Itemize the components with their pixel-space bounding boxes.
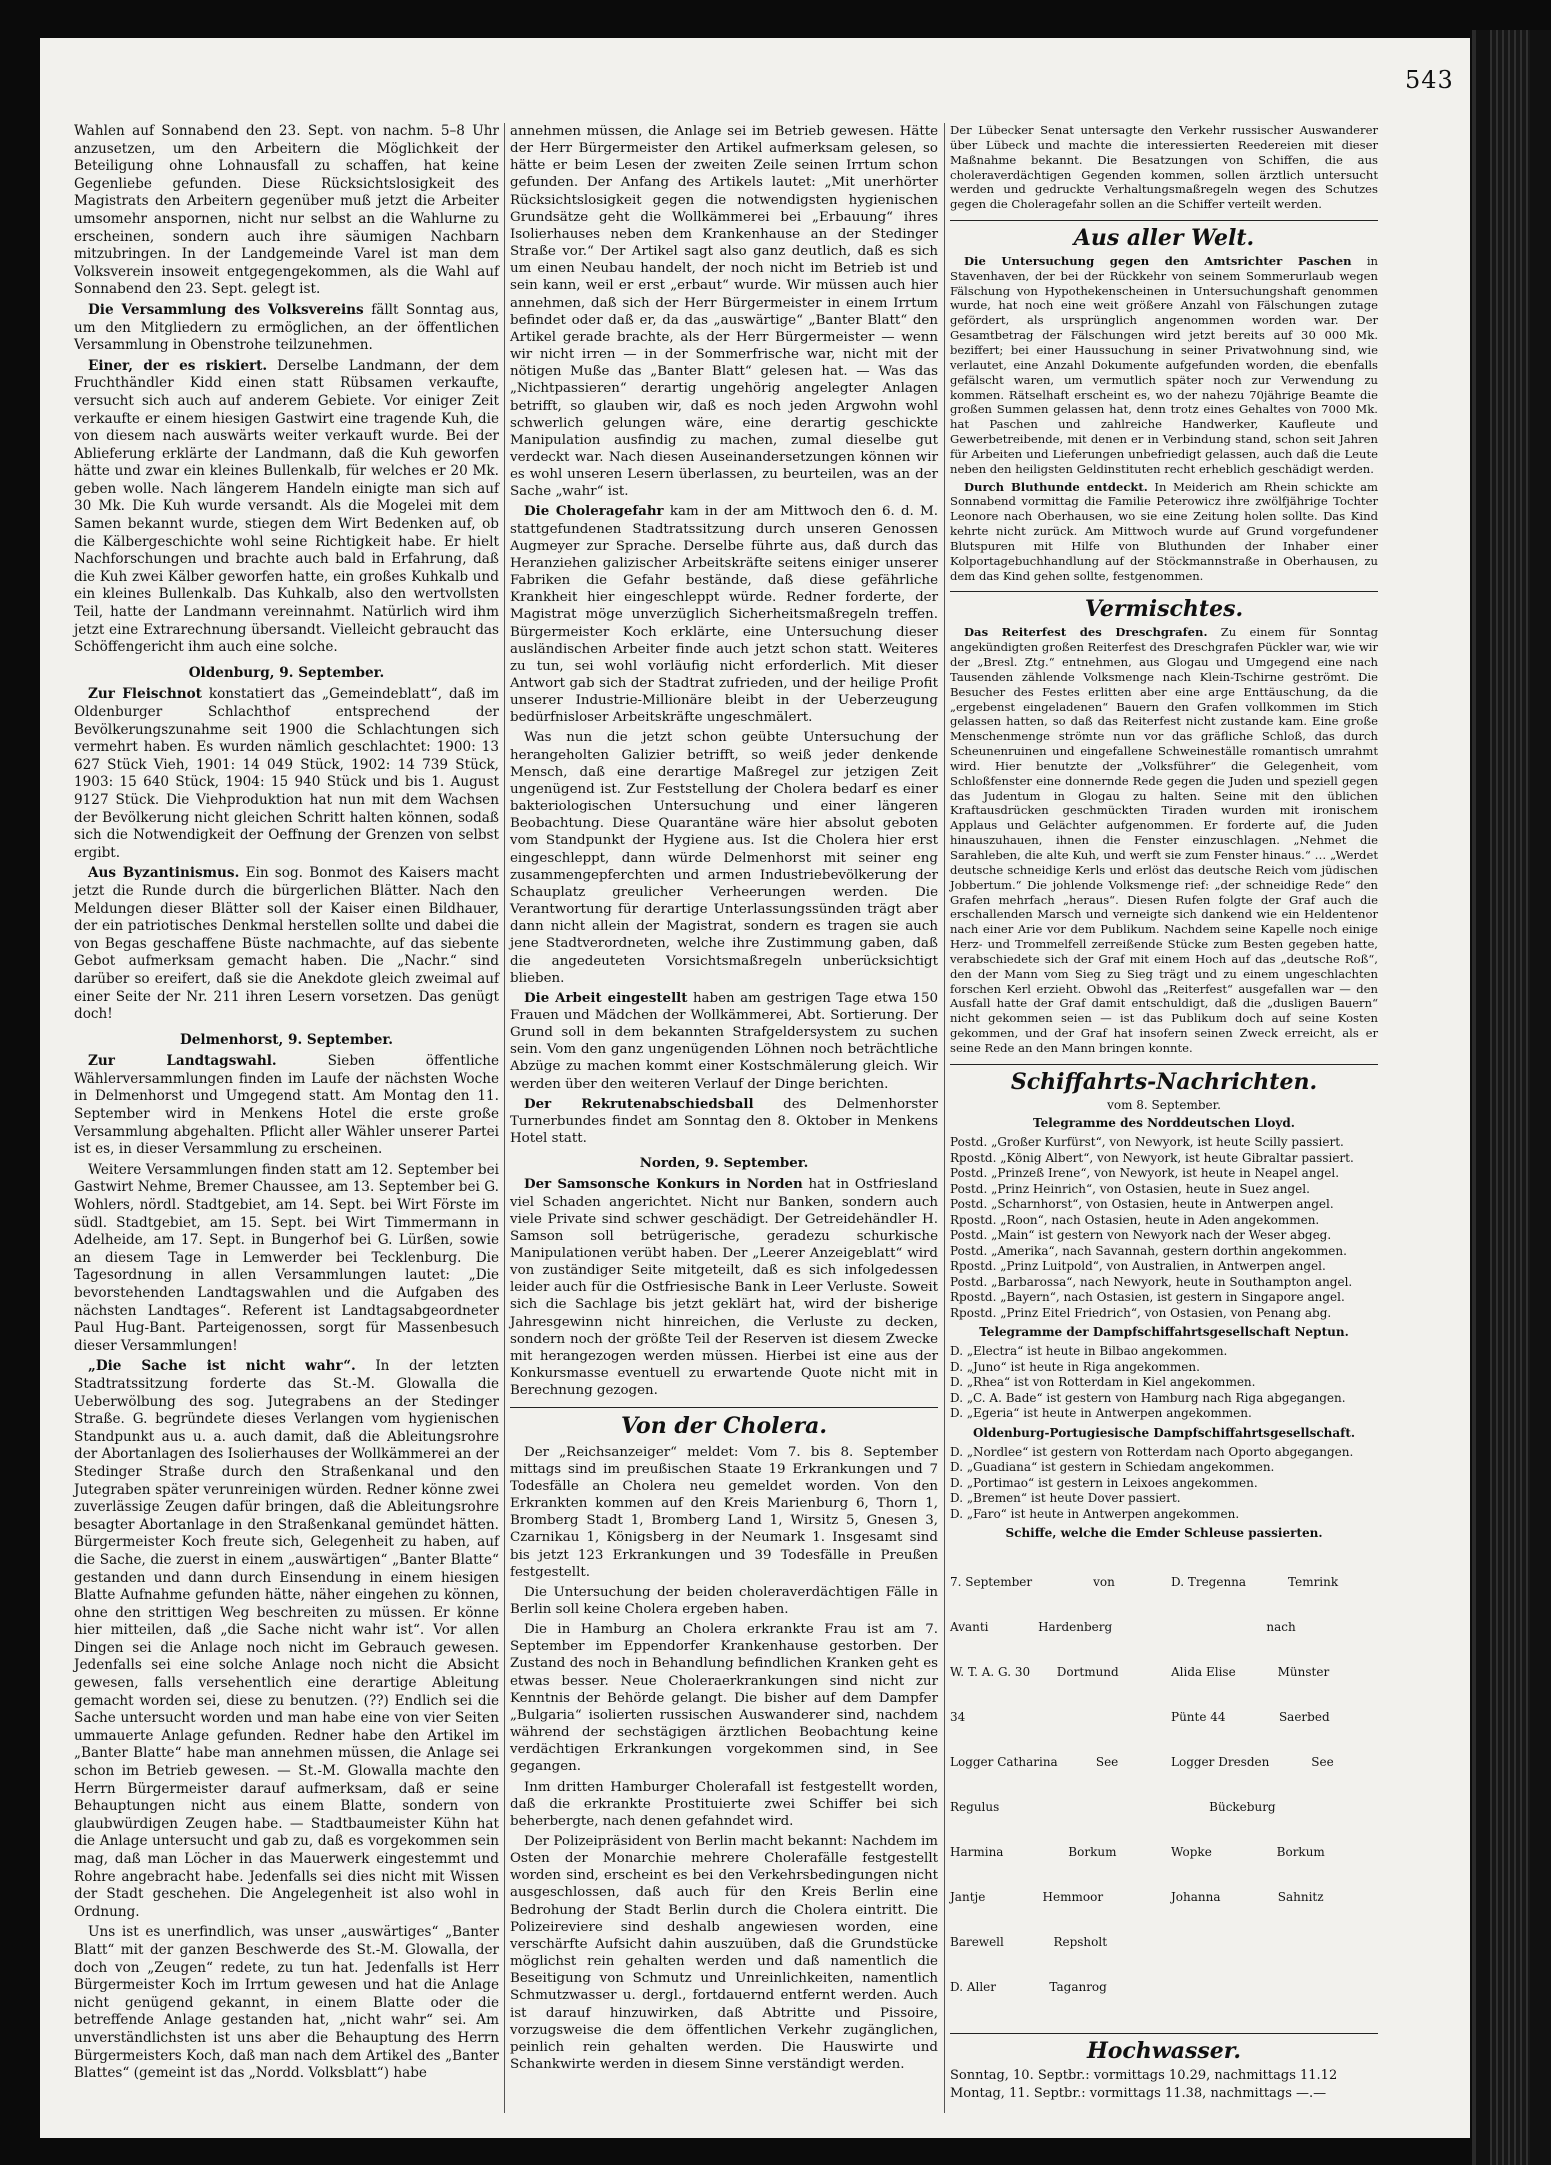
article-paragraph: [510, 503, 938, 726]
list-item: Rpostd. „König Albert“, von Newyork, ist heute Gibraltar passiert.: [950, 1150, 1354, 1165]
article-paragraph: [74, 686, 499, 862]
column-2: [510, 123, 938, 2076]
table-row: Logger Dresden See: [1171, 1754, 1334, 1769]
article-text: konstatiert das „Gemeindeblatt“, daß im Oldenburger Schlachthof entsprechend der Bevölkerungszunahme seit 1900 die Schlachtungen sich vermehrt haben. Es wurden nämlich geschlachtet: 1900: 13 627 Stück Vieh, 1901: 14 049 Stück, 1902: 14 739 Stück, 1903: 15 640 Stück, 1904: 15 940 Stück und bis 1. August 9127 Stück. Die Viehproduktion hat nun mit dem Wachsen der Bevölkerung nicht gleichen Schritt halten können, sodaß sich die Notwendigkeit der Oeffnung der Grenzen von selbst ergibt.: [74, 686, 499, 861]
list-item: Postd. „Prinzeß Irene“, von Newyork, ist heute in Neapel angel.: [950, 1166, 1340, 1181]
telegram-heading: Telegramme der Dampfschiffahrtsgesellschaft Neptun.: [979, 1325, 1349, 1340]
article-text: In der letzten Stadtratssitzung forderte das St.-M. Glowalla die Ueberwölbung des sog. Jutegrabens an der Stedinger Straße. G. begründete dieses Verlangen vom hygienischen Standpunkt aus u. a. auch damit, daß die Ableitungsrohre der Abortanlagen des Isolierhauses der Wollkämmerei an der Stedinger Straße durch den Straßenkanal und den Jutegraben später verunreinigen würden. Redner könne zwei zuverlässige Zeugen dafür bringen, daß die Ableitungsrohre besagter Abortanlage in den Straßenkanal gemündet hätten. Bürgermeister Koch freute sich, Gelegenheit zu haben, auf die Sache, die zuerst in einem „auswärtigen“ „Banter Blatte“ gestanden und dann durch Einsendung in einem hiesigen Blatte Aufnahme gefunden hätte, näher eingehen zu können, ohne den strittigen Weg beschreiten zu müssen. Er könne hier mitteilen, daß „die Sache nicht wahr ist“. Vor allen Dingen sei die Anlage noch nicht im Gebrauch gewesen. Jedenfalls sei eine solche Anlage noch nicht die Absicht gewesen, falls versehentlich eine derartige Ableitung gemacht worden sei, diese zu benutzen. (??) Endlich sei die Sache untersucht worden und man habe eine von vier Seiten ummauerte Anlage gefunden. Redner habe den Artikel im „Banter Blatte“ habe man annehmen müssen, die Anlage sei schon im Betrieb gewesen. — St.-M. Glowalla machte den Herrn Bürgermeister darauf aufmerksam, daß er seine Behauptungen nicht aus einem Blatte, sondern von glaubwürdigen Zeugen habe. — Stadtbaumeister Kühn hat die Anlage untersucht und gab zu, daß es vorgekommen sein mag, daß man Löcher in das Mauerwerk eingestemmt und Rohre angebracht habe. Jedenfalls sei dies nicht mit Wissen der Stadt geschehen. Die Angelegenheit ist also wohl in Ordnung.: [74, 1358, 500, 1920]
column-3: [950, 123, 1378, 2103]
article-paragraph: [74, 1053, 499, 1159]
article-text: in Stavenhaven, der bei der Rückkehr von seinem Sommerurlaub wegen Fälschung von Hypothekenscheinen in Untersuchungshaft genommen wurde, hat noch eine weit größere Anzahl von Fälschungen zutage gefördert, als ursprünglich angenommen worden war. Der Gesamtbetrag der Fälschungen wird jetzt bereits auf 30 000 Mk. beziffert; bei einer Haussuchung in seiner Privatwohnung sind, wie verlautet, eine Anzahl Dokumente aufgefunden worden, die ebenfalls gefälscht waren, um vermutlich später noch zur Verwendung zu kommen. Rätselhaft erscheint es, wo der nahezu 70jährige Beamte die großen Summen gelassen hat, denn trotz eines Gehaltes von 7000 Mk. hat Paschen und zahlreiche Handwerker, Kaufleute und Gewerbetreibende, mit denen er in Verbindung stand, schon seit Jahren für Arbeiten und Lieferungen unbefriedigt gelassen, auch daß die Leute neben den heiligsten Geldinstituten recht erheblich geschädigt werden.: [950, 253, 1378, 476]
article-text: Inm dritten Hamburger Cholerafall ist festgestellt worden, daß die erkrankte Prostituierte zwei Schiffer bei sich beherbergte, nach denen gefahndet wird.: [510, 1779, 938, 1829]
article-text: Der Lübecker Senat untersagte den Verkehr russischer Auswanderer über Lübeck und machte die interessierten Reedereien mit dieser Maßnahme bekannt. Die Besatzungen von Schiffen, die aus choleraverdächtigen Gegenden kommen, sollen ärztlich untersucht werden und gedruckte Verhaltungsmaßregeln wegen des Schutzes gegen die Choleragefahr sollen an die Schiffer verteilt werden.: [950, 123, 1378, 212]
section-rule: [950, 591, 1378, 592]
article-text: Sieben öffentliche Wählerversammlungen finden im Laufe der nächsten Woche in Delmenhorst und Umgegend statt. Am Montag den 11. September wird in Menkens Hotel die erste große Versammlung abgehalten. Pflicht aller Wähler unserer Partei ist es, in dieser Versammlung zu erscheinen.: [74, 1053, 499, 1158]
list-item: Rpostd. „Roon“, nach Ostasien, heute in Aden angekommen.: [950, 1212, 1320, 1227]
telegram-list-neptun: [950, 1344, 1378, 1422]
article-text: Wahlen auf Sonnabend den 23. Sept. von nachm. 5–8 Uhr anzusetzen, um den Arbeitern die Möglichkeit der Beteiligung ohne Lohnausfall zu schaffen, hat keine Gegenliebe gefunden. Diese Rücksichtslosigkeit des Magistrats den Arbeitern gegenüber muß jetzt die Arbeiter umsomehr anspornen, nicht nur selbst an die Wahlurne zu erscheinen, sondern auch ihre säumigen Nachbarn mitzubringen. In der Landgemeinde Varel ist man dem Volksverein insoweit entgegengekommen, als die Wahl auf Sonnabend den 23. Sept. gelegt ist.: [74, 123, 499, 298]
list-item: D. „Egeria“ ist heute in Antwerpen angekommen.: [950, 1406, 1252, 1421]
list-item: Rpostd. „Prinz Eitel Friedrich“, von Ostasien, von Penang abg.: [950, 1305, 1332, 1320]
list-item: D. „Portimao“ ist gestern in Leixoes angekommen.: [950, 1475, 1258, 1490]
article-heading: Aus Byzantinismus.: [88, 865, 240, 882]
article-paragraph: [510, 1176, 938, 1399]
list-item: D. „Guadiana“ ist gestern in Schiedam angekommen.: [950, 1460, 1275, 1474]
article-text: Weitere Versammlungen finden statt am 12. September bei Gastwirt Nehme, Bremer Chaussee, am 13. September bei G. Wohlers, nördl. Stadtgebiet, am 14. Sept. bei Wirt Förste im südl. Stadtgebiet, am 15. Sept. bei Wirt Timmermann in Adelheide, am 17. Sept. in Bungerhof bei G. Lürßen, sowie an diesem Tage in Lemwerder bei Tecklenburg. Die Tagesordnung in allen Versammlungen lautet: „Die bevorstehenden Landtagswahlen und die Aufgaben des nächsten Landtages“. Referent ist Landtagsabgeordneter Paul Hug-Bant. Parteigenossen, sorgt für Massenbesuch dieser Versammlungen!: [74, 1161, 499, 1354]
table-row: Barewell Repsholt: [950, 1934, 1108, 1949]
article-text: haben am gestrigen Tage etwa 150 Frauen und Mädchen der Wollkämmerei, Abt. Sortierung. Der Grund soll in dem bekannten Strafgeldersystem zu suchen sein. Vom den ganz ungenügenden Löhnen noch beträchtliche Abzüge zu machen kommt einer Kostschmälerung gleich. Wir werden über den weiteren Verlauf der Dinge berichten.: [510, 990, 939, 1092]
article-text: des Delmenhorster Turnerbundes findet am Sonntag den 8. Oktober in Menkens Hotel statt.: [510, 1096, 938, 1147]
table-column-left: [950, 1545, 1157, 2025]
section-rule: [950, 1064, 1378, 1065]
shipping-date: vom 8. September.: [1107, 1097, 1221, 1112]
article-heading: Einer, der es riskiert.: [88, 357, 268, 374]
article-text: Die Untersuchung der beiden choleraverdächtigen Fälle in Berlin soll keine Cholera ergeben haben.: [510, 1584, 938, 1617]
telegram-list-oldenburg: [950, 1445, 1378, 1523]
emden-lock-table: [950, 1545, 1378, 2025]
article-text: Der „Reichsanzeiger“ meldet: Vom 7. bis 8. September mittags sind im preußischen Staate 19 Erkrankungen und 7 Todesfälle an Cholera neu gemeldet worden. Von den Erkrankten kommen auf den Kreis Marienburg 6, Thorn 1, Bromberg Stadt 1, Bromberg Land 1, Wirsitz 5, Gnesen 3, Czarnikau 1, Königsberg in der Neumark 1. Insgesamt sind bis jetzt 123 Erkrankungen und 39 Todesfälle in Preußen festgestellt.: [510, 1444, 938, 1580]
column-divider: [944, 123, 945, 2113]
article-paragraph: [510, 990, 938, 1093]
tide-row: Sonntag, 10. Septbr.: vormittags 10.29, nachmittags 11.12: [950, 2067, 1338, 2083]
table-row: Harmina Borkum: [950, 1844, 1117, 1859]
article-text: Derselbe Landmann, der dem Fruchthändler Kidd einen statt Rübsamen verkaufte, versucht sich auch auf anderem Gebiete. Vor einiger Zeit verkaufte er einem hiesigen Gastwirt eine tragende Kuh, die von diesem nach auswärts weiter verkauft wurde. Bei der Ablieferung erklärte der Landmann, daß die Kuh geworfen hätte und zwar ein kleines Bullenkalb, für welches er 20 Mk. geben wolle. Nach längerem Handeln einigte man sich auf 30 Mk. Die Kuh wurde versandt. Als die Mogelei mit dem Samen bekannt wurde, stiegen dem Wirt Bedenken auf, ob die Kälbergeschichte wohl seine Richtigkeit habe. Er hielt Nachforschungen und brachte auch bald in Erfahrung, daß die Kuh zwei Kälber geworfen hatte, ein großes Kuhkalb und ein kleines Bullenkalb. Das Kuhkalb, also den wertvollsten Teil, hatte der Landmann vereinnahmt. Natürlich wird ihm jetzt eine Extrarechnung übersandt. Vielleicht gebraucht das Schöffengericht ihm auch eine solche.: [74, 357, 499, 656]
table-row: Avanti Hardenberg: [950, 1619, 1113, 1634]
article-text: Der Polizeipräsident von Berlin macht bekannt: Nachdem im Osten der Monarchie mehrere Cholerafälle festgestellt worden sind, erscheint es bei den Verkehrsbedingungen nicht ausgeschlossen, daß auch für den Kreis Berlin eine Bedrohung der Stadt Berlin durch die Cholera eintritt. Die Polizeireviere sind deshalb angewiesen worden, eine verschärfte Aufsicht dahin auszuüben, daß die Grundstücke möglichst rein gehalten werden und daß namentlich die Beseitigung von Schmutz und Unreinlichkeiten, namentlich Schmutzwasser u. dergl., fortdauernd entfernt werden. Auch ist darauf hinzuwirken, daß Abtritte und Pissoire, vorzugsweise die dem öffentlichen Verkehr zugänglichen, peinlich rein gehalten werden. Die Hauswirte und Schankwirte werden in diesem Sinne verständigt werden.: [510, 1834, 938, 2073]
table-column-right: [1171, 1545, 1378, 2025]
section-rule: [950, 2033, 1378, 2034]
article-heading: Die Versammlung des Volksvereins: [88, 301, 364, 318]
table-row: Alida Elise Münster: [1171, 1664, 1330, 1679]
table-row: W. T. A. G. 30 Dortmund: [950, 1664, 1119, 1679]
article-paragraph: [950, 480, 1378, 584]
list-item: D. „C. A. Bade“ ist gestern von Hamburg nach Riga abgegangen.: [950, 1390, 1346, 1405]
section-title: Von der Cholera.: [620, 1413, 828, 1440]
list-item: D. „Rhea“ ist von Rotterdam in Kiel angekommen.: [950, 1375, 1256, 1390]
list-item: Postd. „Prinz Heinrich“, von Ostasien, heute in Suez angel.: [950, 1181, 1310, 1196]
article-heading: Zur Landtagswahl.: [88, 1053, 277, 1070]
table-row: Logger Catharina See: [950, 1754, 1119, 1769]
article-heading: Das Reiterfest des Dreschgrafen.: [964, 625, 1208, 640]
list-item: D. „Juno“ ist heute in Riga angekommen.: [950, 1359, 1200, 1374]
table-row: 34: [950, 1709, 966, 1724]
section-title: Hochwasser.: [1086, 2037, 1242, 2064]
article-paragraph: [950, 625, 1378, 1055]
table-row: D. Aller Taganrog: [950, 1979, 1107, 1994]
table-row: Regulus: [950, 1799, 1000, 1814]
table-row: Pünte 44 Saerbed: [1171, 1709, 1330, 1724]
section-title: Aus aller Welt.: [1073, 225, 1255, 252]
article-paragraph: [74, 865, 499, 1023]
article-paragraph: [74, 358, 499, 657]
list-item: D. „Electra“ ist heute in Bilbao angekommen.: [950, 1344, 1228, 1359]
article-heading: Die Choleragefahr: [524, 503, 664, 520]
newspaper-page: [40, 38, 1470, 2138]
table-row: 7. September von: [950, 1574, 1115, 1589]
article-paragraph: [510, 1096, 938, 1147]
dateline: Norden, 9. September.: [639, 1155, 809, 1172]
telegram-heading: Schiffe, welche die Emder Schleuse passierten.: [1005, 1526, 1323, 1540]
article-paragraph: [950, 254, 1378, 477]
table-row: Wopke Borkum: [1171, 1844, 1325, 1859]
article-text: Die in Hamburg an Cholera erkrankte Frau ist am 7. September im Eppendorfer Krankenhause gestorben. Der Zustand des noch in Behandlung befindlichen Kranken geht es etwas besser. Neue Choleraerkrankungen sind nicht zur Kenntnis der Behörde gelangt. Die bisher auf dem Dampfer „Bulgaria“ isolierten russischen Auswanderer sind, nachdem während der sechstägigen ärztlichen Beobachtung keine verdächtigen Erkrankungen vorgekommen sind, in See gegangen.: [510, 1622, 938, 1775]
dateline: Oldenburg, 9. September.: [188, 664, 385, 681]
article-paragraph: [74, 302, 499, 355]
table-row: Jantje Hemmoor: [950, 1889, 1104, 1904]
table-row: nach: [1171, 1619, 1296, 1634]
list-item: D. „Bremen“ ist heute Dover passiert.: [950, 1491, 1181, 1505]
list-item: Postd. „Großer Kurfürst“, von Newyork, ist heute Scilly passiert.: [950, 1135, 1344, 1150]
telegram-heading: Telegramme des Norddeutschen Lloyd.: [1033, 1116, 1295, 1131]
dateline: Delmenhorst, 9. September.: [179, 1031, 394, 1048]
article-heading: Die Arbeit eingestellt: [524, 989, 688, 1006]
article-heading: Die Untersuchung gegen den Amtsrichter Paschen: [964, 253, 1352, 268]
page-number: 543: [1405, 66, 1454, 94]
article-text: fällt Sonntag aus, um den Mitgliedern zu ermöglichen, an der öffentlichen Versammlung in Obenstrohe teilzunehmen.: [74, 301, 499, 354]
article-heading: Der Samsonsche Konkurs in Norden: [524, 1176, 803, 1193]
table-row: D. Tregenna Temrink: [1171, 1574, 1339, 1589]
column-divider: [504, 123, 505, 2113]
list-item: Postd. „Barbarossa“, nach Newyork, heute in Southampton angel.: [950, 1274, 1353, 1289]
article-heading: Zur Fleischnot: [88, 686, 202, 703]
article-text: Was nun die jetzt schon geübte Untersuchung der herangeholten Galizier betrifft, so weiß jeder denkende Mensch, daß eine derartige Maßregel zur jetzigen Zeit ungenügend ist. Zur Feststellung der Cholera bedarf es einer bakteriologischen Untersuchung und einer längeren Beobachtung. Diese Quarantäne wäre hier absolut geboten vom Standpunkt der Hygiene aus. Ist die Cholera hier erst eingeschleppt, dann würde Delmenhorst mit seiner eng zusammengepferchten und armen Industriebevölkerung der Schauplatz greulicher Verheerungen werden. Die Verantwortung für derartige Unterlassungssünden trägt aber dann nicht allein der Magistrat, sondern es tragen sie auch jene Stadtverordneten, welche ihre Zustimmung gaben, daß die angedeuteten Vorsichtsmaßregeln unberücksichtigt blieben.: [510, 730, 938, 986]
telegram-heading: Oldenburg-Portugiesische Dampfschiffahrtsgesellschaft.: [972, 1425, 1356, 1440]
table-row: Johanna Sahnitz: [1171, 1889, 1324, 1904]
list-item: Postd. „Scharnhorst“, von Ostasien, heute in Antwerpen angel.: [950, 1197, 1334, 1212]
table-row: Bückeburg: [1171, 1799, 1276, 1814]
article-text: Ein sog. Bonmot des Kaisers macht jetzt die Runde durch die bürgerlichen Blätter. Nach den Meldungen dieser Blätter soll der Kaiser einen Bildhauer, der ein patriotisches Denkmal herstellen sollte und dabei die von Begas geschaffene Büste nachmachte, auf das siebente Gebot aufmerksam gemacht haben. Die „Nachr.“ sind darüber so ereifert, daß sie die Anekdote gleich zweimal auf einer Seite der Nr. 211 ihren Lesern vorsetzen. Das genügt doch!: [74, 865, 500, 1023]
tide-row: Montag, 11. Septbr.: vormittags 11.38, nachmittags —.—: [950, 2085, 1327, 2101]
list-item: D. „Nordlee“ ist gestern von Rotterdam nach Oporto abgegangen.: [950, 1444, 1354, 1459]
list-item: Postd. „Main“ ist gestern von Newyork nach der Weser abgeg.: [950, 1228, 1332, 1243]
column-1: [74, 123, 499, 2086]
section-title: Vermischtes.: [1084, 596, 1244, 623]
article-text: Uns ist es unerfindlich, was unser „auswärtiges“ „Banter Blatt“ mit der ganzen Beschwerde des St.-M. Glowalla, der doch von „Zeugen“ redete, zu tun hat. Jedenfalls ist Herr Bürgermeister Koch im Irrtum gewesen und hat die Anlage nicht genügend gekannt, in einem Blatte oder die betreffende Anlage gestanden hat, „nicht wahr“ sei. Am unverständlichsten ist uns aber die Behauptung des Herrn Bürgermeisters Koch, daß man nach dem Artikel des „Banter Blattes“ (gemeint ist das „Nordd. Volksblatt“) habe: [74, 1924, 499, 2082]
article-heading: Der Rekrutenabschiedsball: [524, 1095, 754, 1112]
article-text: annehmen müssen, die Anlage sei im Betrieb gewesen. Hätte der Herr Bürgermeister den Artikel aufmerksam gelesen, so hätte er beim Lesen der zweiten Zeile seinen Irrtum schon gefunden. Der Anfang des Artikels lautet: „Mit unerhörter Rücksichtslosigkeit gegen die notwendigsten hygienischen Grundsätze geht die Wollkämmerei bei „Erbauung“ ihres Isolierhauses neben dem Krankenhause an der Stedinger Straße vor.“ Der Artikel sagt also ganz deutlich, daß es sich um einen Neubau handelt, der noch nicht im Betrieb ist und sein kann, weil er erst „erbaut“ wurde. Wir müssen auch hier annehmen, daß sich der Herr Bürgermeister in einem Irrtum befindet oder daß er, da das „auswärtige“ „Banter Blatt“ den Artikel gerade brachte, als der Herr Bürgermeister — wenn wir nicht irren — in der Sommerfrische war, nicht mit der nötigen Muße das „Banter Blatt“ gelesen hat. — Was das „Nichtpassieren“ derartig ungehörig angelegter Anlagen betrifft, so glauben wir, daß es noch jeden Argwohn wohl schwerlich gelungen wäre, eine derartig geschickte Manipulation ausfindig zu machen, zumal dieselbe gut verdeckt war. Nach diesen Auseinandersetzungen können wir es wohl unseren Lesern überlassen, zu beurteilen, was an der Sache „wahr“ ist.: [510, 124, 938, 500]
book-binding: [1472, 30, 1551, 2165]
article-text: kam in der am Mittwoch den 6. d. M. stattgefundenen Stadtratssitzung durch unseren Genossen Augmeyer zur Sprache. Derselbe führte aus, daß durch das Heranziehen galizischer Arbeitskräfte seitens einiger unserer Fabriken die Gefahr bestände, daß diese gefährliche Krankheit hier eingeschleppt würde. Redner forderte, der Magistrat möge unverzüglich Sicherheitsmaßregeln treffen. Bürgermeister Koch erklärte, eine Untersuchung dieser ausländischen Arbeiter finde auch jetzt schon statt. Weiteres zu tun, sei wohl vorläufig nicht erforderlich. Mit dieser Antwort gab sich der Stadtrat zufrieden, und der heilige Profit unserer Industrie-Millionäre bleibt in der Ueberzeugung bedürfnisloser Arbeitskräfte ungeschmälert.: [510, 504, 938, 726]
list-item: Rpostd. „Bayern“, nach Ostasien, ist gestern in Singapore angel.: [950, 1290, 1345, 1305]
article-paragraph: [74, 1358, 499, 1921]
article-heading: „Die Sache ist nicht wahr“.: [88, 1358, 356, 1375]
article-text: hat in Ostfriesland viel Schaden angerichtet. Nicht nur Banken, sondern auch viele Private sind schwer geschädigt. Der Getreidehändler H. Samson soll betrügerische, geradezu schurkische Manipulationen verübt haben. Der „Leerer Anzeigeblatt“ wird von zuständiger Seite mitgeteilt, daß es sich infolgedessen leider auch für die Ostfriesische Bank in Leer Verluste. Soweit sich die Sachlage bis jetzt geklärt hat, wird der bisherige Jahresgewinn nicht hinreichen, die Verluste zu decken, sondern noch der größte Teil der Reserven ist diesem Zwecke mit herangezogen werden müssen. Hierbei ist eine aus der Konkursmasse eventuell zu erwartende Quote nicht mit in Berechnung gezogen.: [510, 1177, 938, 1399]
section-title: Schiffahrts-Nachrichten.: [1010, 1068, 1318, 1095]
section-rule: [510, 1407, 938, 1408]
binding-texture: [1490, 30, 1530, 2165]
list-item: D. „Faro“ ist heute in Antwerpen angekommen.: [950, 1506, 1240, 1521]
tide-table: [950, 2067, 1378, 2103]
list-item: Postd. „Amerika“, nach Savannah, gestern dorthin angekommen.: [950, 1243, 1347, 1258]
article-text: Zu einem für Sonntag angekündigten großen Reiterfest des Dreschgrafen Pückler war, wie wir der „Bresl. Ztg.“ entnehmen, aus Glogau und Umgegend eine nach Tausenden zählende Volksmenge nach Klein-Tschirne geströmt. Die Besucher des Festes erlitten aber eine arge Enttäuschung, da die „ergebenst eingeladenen“ Bauern den Grafen vollkommen im Stich gelassen hatten, so daß das Reiterfest nicht zustande kam. Eine große Menschenmenge strömte nun vor das gräfliche Schloß, das durch Scheunenruinen und eingefallene Schweineställe romantisch umrahmt wird. Hier benutzte der „Volksführer“ die Gelegenheit, vom Schloßfenster eine donnernde Rede gegen die Juden und speziell gegen das Judentum in Glogau zu halten. Seine mit den üblichen Kraftausdrücken geschmückten Tiraden wurden mit ironischem Applaus und Gelächter aufgenommen. Er forderte auf, die Juden hinauszuhauen, ihnen die Fenster einzuschlagen. „Nehmet die Sarahleben, die alte Kuh, und werft sie zum Fenster hinaus.“ … „Werdet deutsche schneidige Kerls und erlöst das deutsche Reich vom jüdischen Jobbertum.“ Die johlende Volksmenge rief: „der schneidige Rede“ den Grafen mehrfach „heraus“. Diesen Rufen folgte der Graf auch die erschallenden Marsch und verneigte sich dankend wie ein Heldentenor nach einer Arie vor dem Publikum. Nachdem seine Kapelle noch einige Herz- und Trommelfell zerreißende Stücke zum Besten gegeben hatte, verabschiedete sich der Graf mit einem Hoch auf das „deutsche Roß“, den der Mann vom Sieg zu Sieg trägt und zu einem ungeschlachten forschen Kerl erzieht. Obwohl das „Reiterfest“ ausgefallen war — den Ausfall hatte der Graf damit entschuldigt, daß die „dusligen Bauern“ nicht gekommen seien — ist das Publikum doch auf seine Kosten gekommen, und der Graf hat insofern seinen Zweck erreicht, als er seine Rede an den Mann bringen konnte.: [950, 625, 1379, 1055]
list-item: Rpostd. „Prinz Luitpold“, von Australien, in Antwerpen angel.: [950, 1259, 1326, 1274]
telegram-list-lloyd: [950, 1135, 1378, 1321]
section-rule: [950, 220, 1378, 221]
article-text: In Meiderich am Rhein schickte am Sonnabend vormittag die Familie Peterowicz ihre zwölfjährige Tochter Leonore nach Oberhausen, wo sie eine Zeitung holen sollte. Das Kind kehrte nicht zurück. Am Mittwoch wurde auf Grund vorgefundener Blutspuren mit Hilfe von Bluthunden der Inhaber einer Kolportagebuchhandlung auf der Stöckmannstraße in Oberhausen, zu dem das Kind gehen sollte, festgenommen.: [950, 479, 1379, 583]
article-heading: Durch Bluthunde entdeckt.: [964, 479, 1148, 494]
